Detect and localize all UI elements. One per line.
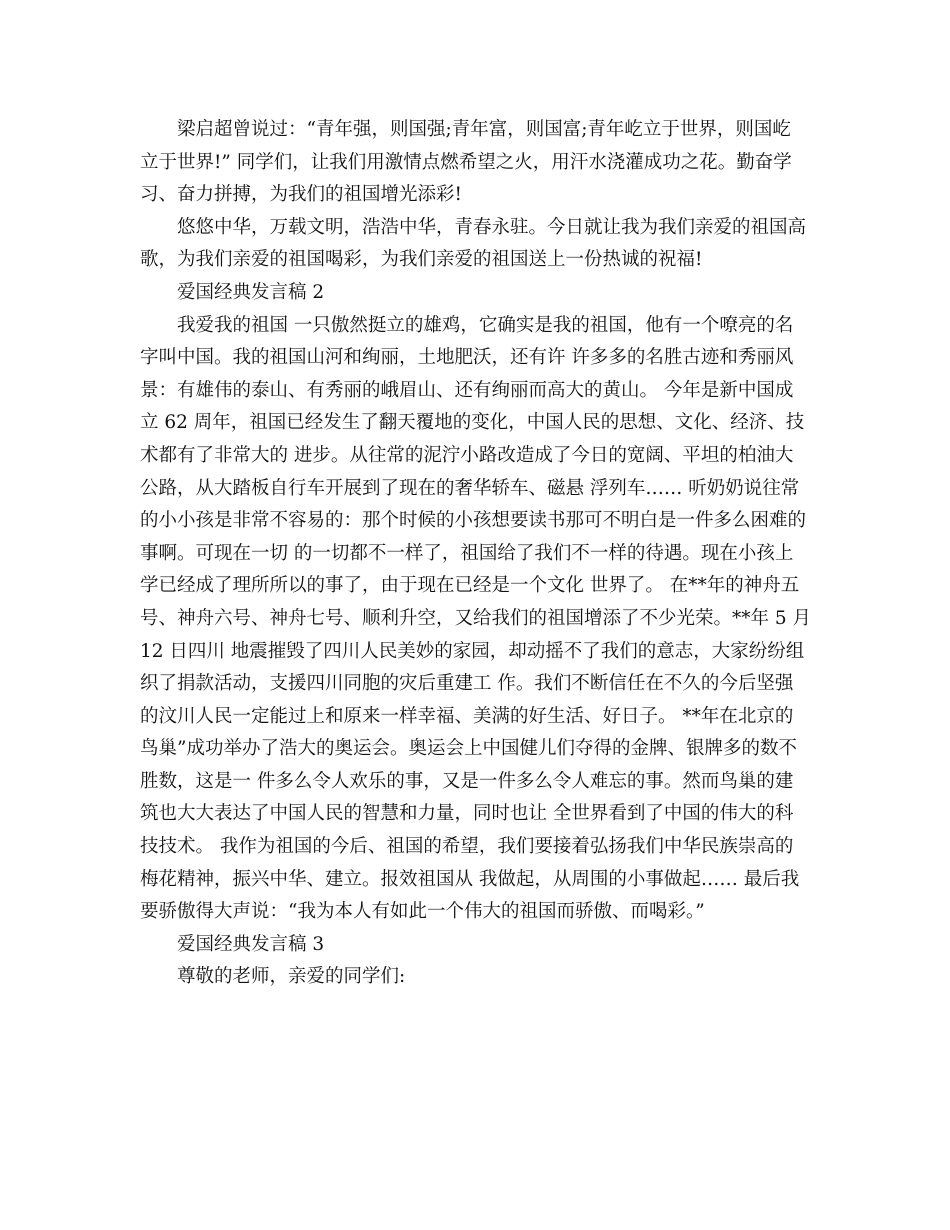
text-line: 12 日四川 地震摧毁了四川人民美妙的家园，却动摇不了我们的意志，大家纷纷组 [140,640,805,662]
section-heading: 爱国经典发言稿 3 [177,933,325,955]
text-line: 字叫中国。我的祖国山河和绚丽，土地肥沃，还有许 许多多的名胜古迹和秀丽风 [140,347,794,369]
text-line: 胜数，这是一 件多么令人欢乐的事，又是一件多么令人难忘的事。然而鸟巢的建 [140,770,794,792]
text-line: 我爱我的祖国 一只傲然挺立的雄鸡，它确实是我的祖国，他有一个嘹亮的名 [177,314,794,336]
text-line: 景：有雄伟的泰山、有秀丽的峨眉山、还有绚丽而高大的黄山。 今年是新中国成 [140,379,794,401]
text-line: 技技术。 我作为祖国的今后、祖国的希望，我们要接着弘扬我们中华民族崇高的 [140,836,794,858]
text-line: 号、神舟六号、神舟七号、顺利升空，又给我们的祖国增添了不少光荣。**年 5 月 [140,607,812,629]
text-line: 习、奋力拼搏，为我们的祖国增光添彩! [140,184,462,206]
section-heading: 尊敬的老师，亲爱的同学们: [177,966,406,988]
text-line: 悠悠中华，万载文明，浩浩中华，青春永驻。今日就让我为我们亲爱的祖国高 [177,216,807,238]
text-line: 梁启超曾说过：“青年强，则国强;青年富，则国富;青年屹立于世界，则国屹 [177,119,791,140]
document-page [140,114,810,994]
body-paragraph [140,114,810,212]
text-line: 筑也大大表达了中国人民的智慧和力量，同时也让 全世界看到了中国的伟大的科 [140,803,794,825]
text-line: 公路，从大踏板自行车开展到了现在的奢华轿车、磁悬 浮列车…… 听奶奶说往常 [140,477,800,499]
text-line: 要骄傲得大声说：“我为本人有如此一个伟大的祖国而骄傲、而喝彩。” [140,901,705,923]
text-line: 事啊。可现在一切 的一切都不一样了，祖国给了我们不一样的待遇。现在小孩上 [140,542,794,564]
text-line: 立 62 周年，祖国已经发生了翻天覆地的变化，中国人民的思想、文化、经济、技 [140,412,805,434]
text-line: 术都有了非常大的 进步。从往常的泥泞小路改造成了今日的宽阔、平坦的柏油大 [140,444,794,466]
body-paragraph [140,310,810,929]
text-line: 的汶川人民一定能过上和原来一样幸福、美满的好生活、好日子。 **年在北京的 [140,705,794,727]
text-line: 歌，为我们亲爱的祖国喝彩，为我们亲爱的祖国送上一份热诚的祝福! [140,249,703,271]
text-line: 鸟巢”成功举办了浩大的奥运会。奥运会上中国健儿们夺得的金牌、银牌多的数不 [140,738,797,760]
text-line: 学已经成了理所所以的事了，由于现在已经是一个文化 世界了。 在**年的神舟五 [140,575,800,597]
text-line: 的小小孩是非常不容易的：那个时候的小孩想要读书那可不明白是一件多么困难的 [140,510,807,532]
text-line: 梅花精神，振兴中华、建立。报效祖国从 我做起，从周围的小事做起…… 最后我 [140,868,800,890]
text-line: 立于世界!” 同学们，让我们用激情点燃希望之火，用汗水浇灌成功之花。勤奋学 [140,151,792,173]
section-heading: 爱国经典发言稿 2 [177,281,325,303]
body-paragraph [140,212,810,277]
text-line: 织了捐款活动，支援四川同胞的灾后重建工 作。我们不断信任在不久的今后坚强 [140,673,794,695]
